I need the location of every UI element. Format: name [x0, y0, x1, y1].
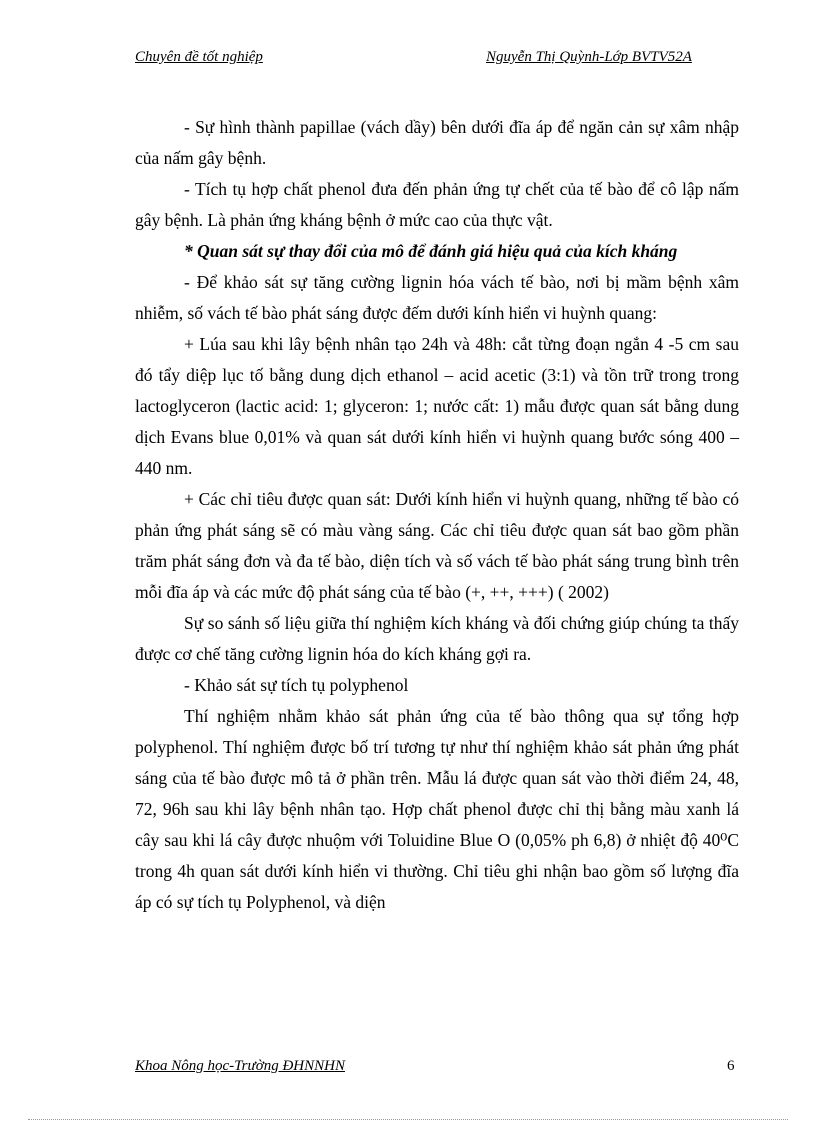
- paragraph: Thí nghiệm nhằm khảo sát phản ứng của tế bào thông qua sự tổng hợp polyphenol. Thí nghiệm được bố trí tương tự như thí nghiệm khảo sát phản ứng phát sáng của tế bào được mô tả ở phần trên. Mẫu lá được quan sát vào thời điểm 24, 48, 72, 96h sau khi lây bệnh nhân tạo. Hợp chất phenol được chỉ thị bằng màu xanh lá cây sau khi lá cây được nhuộm với Toluidine Blue O (0,05% ph 6,8) ở nhiệt độ 40⁰C trong 4h quan sát dưới kính hiển vi thường. Chỉ tiêu ghi nhận bao gồm số lượng đĩa áp có sự tích tụ Polyphenol, và diện: [135, 706, 739, 912]
- paragraph: - Sự hình thành papillae (vách dầy) bên dưới đĩa áp để ngăn cản sự xâm nhập của nấm gây bệnh.: [135, 117, 739, 168]
- footer-department: Khoa Nông học-Trường ĐHNNHN: [135, 1058, 345, 1074]
- paragraph: - Tích tụ hợp chất phenol đưa đến phản ứng tự chết của tế bào để cô lập nấm gây bệnh. Là phản ứng kháng bệnh ở mức cao của thực vật.: [135, 179, 739, 230]
- header-title: Chuyên đề tốt nghiệp: [135, 49, 263, 65]
- page-number: 6: [727, 1058, 735, 1074]
- paragraph: Sự so sánh số liệu giữa thí nghiệm kích kháng và đối chứng giúp chúng ta thấy được cơ chế tăng cường lignin hóa do kích kháng gợi ra.: [135, 613, 739, 664]
- paragraph: + Các chỉ tiêu được quan sát: Dưới kính hiển vi huỳnh quang, những tế bào có phản ứng phát sáng sẽ có màu vàng sáng. Các chỉ tiêu được quan sát bao gồm phần trăm phát sáng đơn và đa tế bào, diện tích và số vách tế bào phát sáng trung bình trên mỗi đĩa áp và các mức độ phát sáng của tế bào (+, ++, +++) ( 2002): [135, 489, 739, 602]
- paragraph: - Khảo sát sự tích tụ polyphenol: [184, 675, 409, 695]
- document-body: [135, 112, 739, 918]
- page-edge-divider: [28, 1119, 788, 1120]
- paragraph: - Để khảo sát sự tăng cường lignin hóa vách tế bào, nơi bị mầm bệnh xâm nhiễm, số vách tế bào phát sáng được đếm dưới kính hiển vi huỳnh quang:: [135, 272, 739, 323]
- header-author: Nguyễn Thị Quỳnh-Lớp BVTV52A: [486, 49, 692, 65]
- paragraph: + Lúa sau khi lây bệnh nhân tạo 24h và 48h: cắt từng đoạn ngắn 4 -5 cm sau đó tẩy diệp lục tố bằng dung dịch ethanol – acid acetic (3:1) và tồn trữ trong trong lactoglyceron (lactic acid: 1; glyceron: 1; nước cất: 1) mẫu được quan sát bằng dung dịch Evans blue 0,01% và quan sát dưới kính hiển vi huỳnh quang bước sóng 400 – 440 nm.: [135, 334, 739, 478]
- section-subheading: * Quan sát sự thay đổi của mô để đánh giá hiệu quả của kích kháng: [184, 241, 678, 261]
